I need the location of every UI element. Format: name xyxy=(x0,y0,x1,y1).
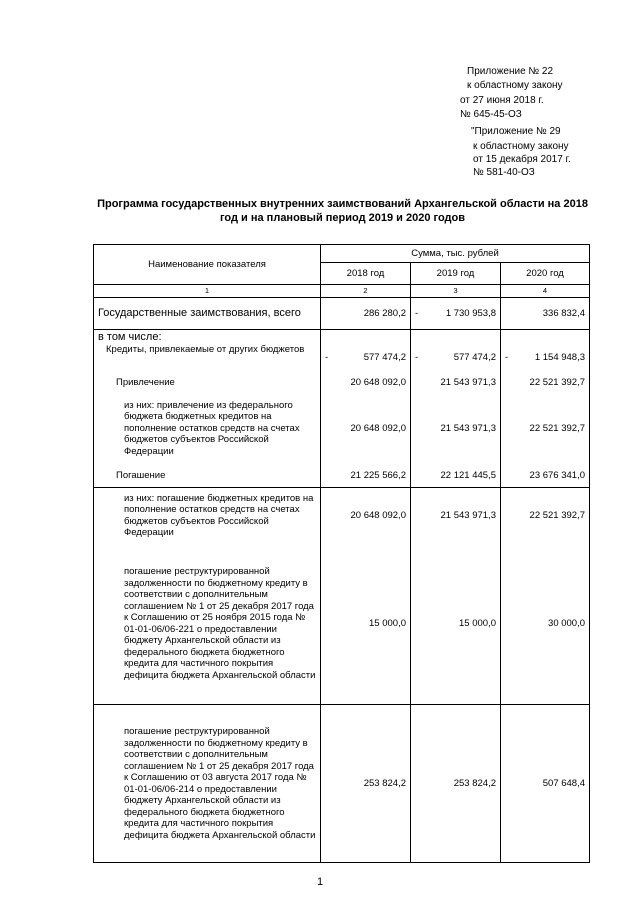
repayment-2020: 23 676 341,0 xyxy=(501,464,590,488)
column-numbers-row xyxy=(94,285,590,298)
repayment-budget-2019: 21 543 971,3 xyxy=(411,488,501,544)
row-repayment xyxy=(94,464,590,488)
row-credits xyxy=(94,344,590,372)
to-regional-law-1: к областному закону xyxy=(467,80,563,91)
attraction-federal-2020: 22 521 392,7 xyxy=(501,394,590,464)
including-label: в том числе: xyxy=(94,330,321,344)
col-number-2: 2 xyxy=(321,285,411,298)
col-sum-header: Сумма, тыс. рублей xyxy=(321,245,590,263)
repayment-restructured-2-2019: 253 824,2 xyxy=(411,705,501,863)
repayment-restructured-2-2020: 507 648,4 xyxy=(501,705,590,863)
minus-sign-icon: - xyxy=(325,351,329,363)
credits-2020-value: 1 154 948,3 xyxy=(534,351,586,363)
year-2019: 2019 год xyxy=(411,263,501,285)
page-number: 1 xyxy=(316,876,324,888)
repayment-restructured-1-label: погашение реструктурированной задолженности по бюджетному кредиту в соответствии с дополнительным соглашением № 1 от 25 декабря 2017 года к Соглашению от 25 ноября 2015 года № 01-01-06/06-221 о предоставлении бюджету Архангельской области из федерального бюджета бюджетного кредита для частичного покрытия дефицита бюджета Архангельской области xyxy=(94,544,321,705)
minus-sign-icon: - xyxy=(415,307,419,319)
total-label: Государственные заимствования, всего xyxy=(94,298,321,330)
repayment-budget-2020: 22 521 392,7 xyxy=(501,488,590,544)
repayment-2019: 22 121 445,5 xyxy=(411,464,501,488)
table-header-row xyxy=(94,245,590,263)
repayment-restructured-1-2019: 15 000,0 xyxy=(411,544,501,705)
repayment-restructured-2-2018: 253 824,2 xyxy=(321,705,411,863)
total-2019 xyxy=(411,298,501,330)
credits-2019 xyxy=(411,344,501,372)
credits-2020 xyxy=(501,344,590,372)
row-attraction xyxy=(94,372,590,394)
law-number-1: № 645-45-ОЗ xyxy=(460,109,522,120)
minus-sign-icon: - xyxy=(505,351,509,363)
appendix-22: Приложение № 22 xyxy=(467,66,554,77)
repayment-restructured-1-2018: 15 000,0 xyxy=(321,544,411,705)
year-2018: 2018 год xyxy=(321,263,411,285)
row-including xyxy=(94,330,590,344)
row-attraction-federal xyxy=(94,394,590,464)
attraction-2020: 22 521 392,7 xyxy=(501,372,590,394)
row-repayment-restructured-2 xyxy=(94,705,590,863)
repayment-budget-label: из них: погашение бюджетных кредитов на пополнение остатков средств на счетах бюджетов субъектов Российской Федерации xyxy=(94,488,321,544)
row-repayment-restructured-1 xyxy=(94,544,590,705)
attraction-federal-2018: 20 648 092,0 xyxy=(321,394,411,464)
credits-label: Кредиты, привлекаемые от других бюджетов xyxy=(94,344,321,372)
total-2018: 286 280,2 xyxy=(321,298,411,330)
law-date-1: от 27 июня 2018 г. xyxy=(460,95,544,106)
attraction-federal-2019: 21 543 971,3 xyxy=(411,394,501,464)
to-regional-law-2: к областному закону xyxy=(473,141,569,152)
total-2019-value: 1 730 953,8 xyxy=(445,307,496,319)
attraction-label: Привлечение xyxy=(94,372,321,394)
credits-2018 xyxy=(321,344,411,372)
law-date-2: от 15 декабря 2017 г. xyxy=(473,154,571,165)
col-number-4: 4 xyxy=(501,285,590,298)
attraction-2019: 21 543 971,3 xyxy=(411,372,501,394)
borrowings-table xyxy=(93,244,590,863)
col-number-1: 1 xyxy=(94,285,321,298)
col-number-3: 3 xyxy=(411,285,501,298)
total-2020: 336 832,4 xyxy=(501,298,590,330)
col-name-header: Наименование показателя xyxy=(94,245,321,285)
attraction-2018: 20 648 092,0 xyxy=(321,372,411,394)
repayment-restructured-2-label: погашение реструктурированной задолженности по бюджетному кредиту в соответствии с дополнительным соглашением № 1 от 25 декабря 2017 года к Соглашению от 03 августа 2017 года № 01-01-06/06-214 о предоставлении бюджету Архангельской области из федерального бюджета бюджетного кредита для частичного покрытия дефицита бюджета Архангельской области xyxy=(94,705,321,863)
repayment-restructured-1-2020: 30 000,0 xyxy=(501,544,590,705)
law-number-2: № 581-40-ОЗ xyxy=(473,167,535,178)
repayment-label: Погашение xyxy=(94,464,321,488)
appendix-29: "Приложение № 29 xyxy=(471,126,561,137)
year-2020: 2020 год xyxy=(501,263,590,285)
row-total xyxy=(94,298,590,330)
credits-2019-value: 577 474,2 xyxy=(453,351,496,363)
attraction-federal-label: из них: привлечение из федерального бюджета бюджетных кредитов на пополнение остатков средств на счетах бюджетов субъектов Российской Федерации xyxy=(94,394,321,464)
minus-sign-icon: - xyxy=(415,351,419,363)
repayment-budget-2018: 20 648 092,0 xyxy=(321,488,411,544)
repayment-2018: 21 225 566,2 xyxy=(321,464,411,488)
credits-2018-value: 577 474,2 xyxy=(363,351,406,363)
row-repayment-budget xyxy=(94,488,590,544)
document-title: Программа государственных внутренних заимствований Архангельской области на 2018 год и на плановый период 2019 и 2020 годов xyxy=(97,198,588,224)
